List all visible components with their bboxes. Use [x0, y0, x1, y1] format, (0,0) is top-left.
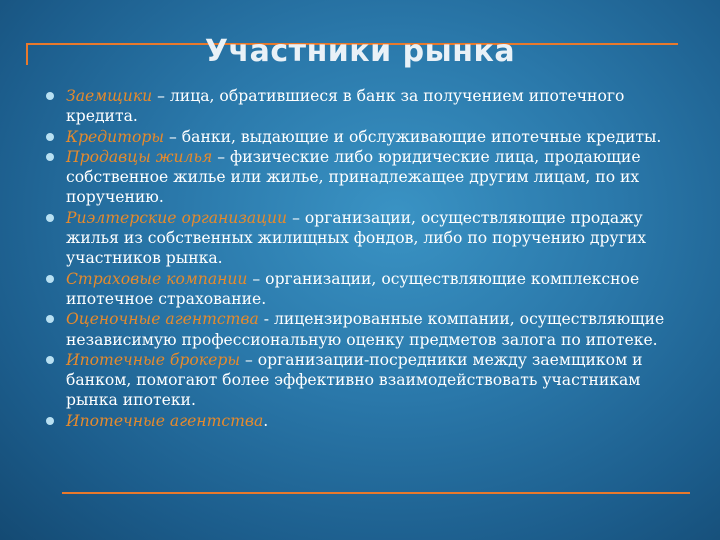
bottom-rule — [62, 492, 690, 494]
list-item — [44, 309, 694, 350]
bullet-icon — [46, 214, 54, 222]
list-item-term: Кредиторы — [66, 127, 165, 146]
list-item-term: Ипотечные агентства — [66, 411, 264, 430]
list-item-term: Оценочные агентства — [66, 310, 259, 329]
list-item-text: – банки, выдающие и обслуживающие ипотечные кредиты. — [164, 127, 662, 146]
list-item-text: – физические либо юридические лица, продающие собственное жилье или жилье, принадлежащее другим лицам, по их поручению. — [66, 147, 641, 207]
list-item — [44, 411, 694, 431]
bullet-icon — [46, 417, 54, 425]
list-item-text: – организации, осуществляющие продажу жилья из собственных жилищных фондов, либо по поручению других участников рынка. — [66, 208, 647, 268]
list-item-term: Риэлтерские организации — [66, 208, 288, 227]
bullet-icon — [46, 356, 54, 364]
bullet-icon — [46, 92, 54, 100]
slide-title: Участники рынка — [204, 34, 516, 69]
list-item — [44, 127, 694, 147]
participants-list — [44, 86, 694, 431]
list-item-term: Ипотечные брокеры — [66, 350, 241, 369]
list-item — [44, 269, 694, 310]
list-item-text: – лица, обратившиеся в банк за получением ипотечного кредита. — [66, 87, 625, 126]
list-item-text: - лицензированные компании, осуществляющие независимую профессиональную оценку предметов залога по ипотеке. — [66, 310, 665, 349]
list-item-term: Заемщики — [66, 87, 153, 105]
list-item — [44, 208, 694, 269]
bullet-icon — [46, 133, 54, 141]
list-item-text: – организации-посредники между заемщиком и банком, помогают более эффективно взаимодействовать участникам рынка ипотеки. — [66, 350, 643, 410]
list-item-text: . — [263, 411, 269, 430]
bullet-icon — [46, 153, 54, 161]
list-item-text: – организации, осуществляющие комплексное ипотечное страхование. — [66, 269, 640, 308]
bullet-icon — [46, 315, 54, 323]
list-item-term: Продавцы жилья — [66, 147, 213, 166]
list-item — [44, 147, 694, 208]
list-item — [44, 86, 694, 127]
bullet-icon — [46, 275, 54, 283]
list-item — [44, 350, 694, 411]
list-item-term: Страховые компании — [66, 269, 248, 288]
